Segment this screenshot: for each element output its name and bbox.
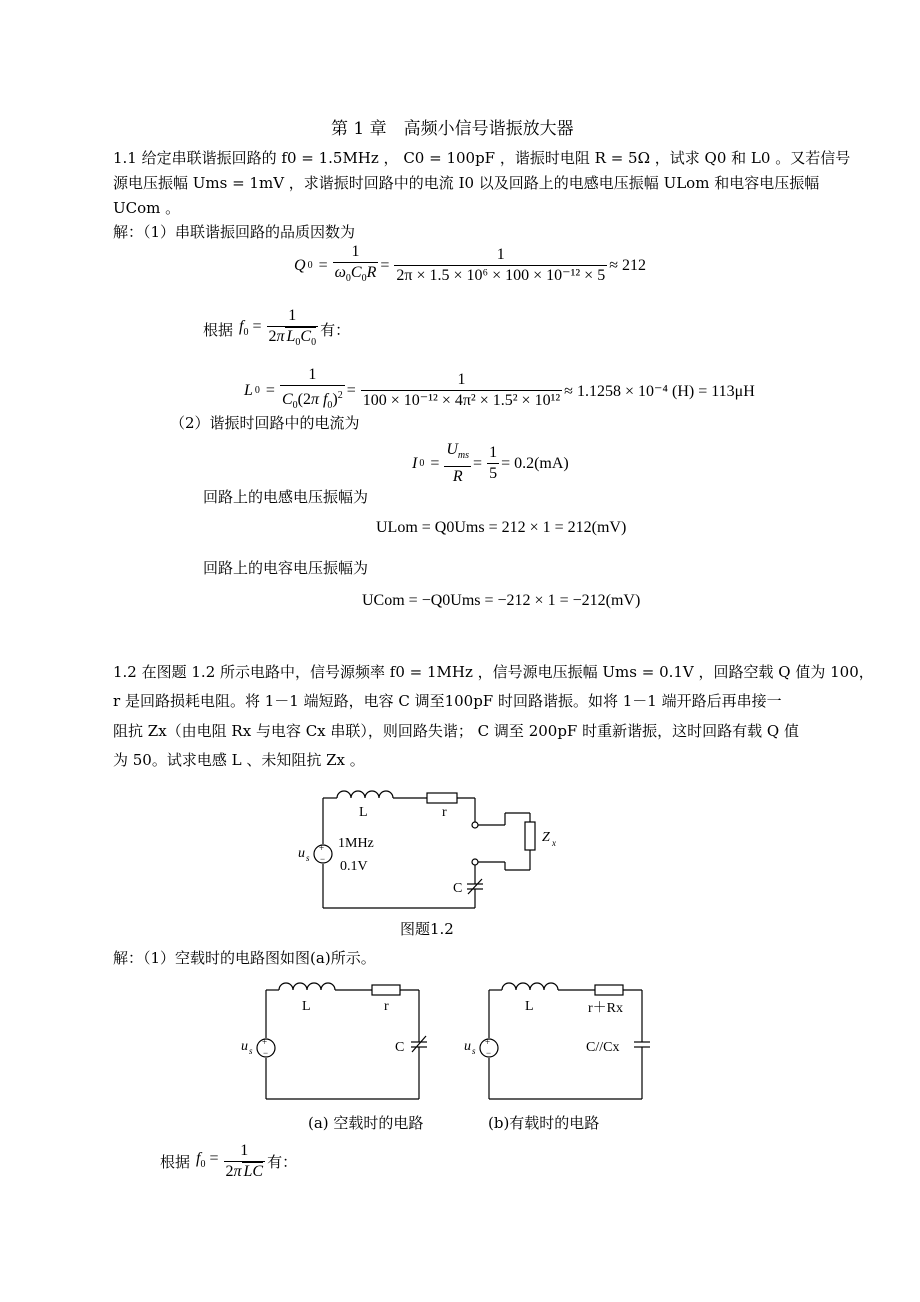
has-label-2: 有： [267, 1152, 298, 1171]
figure-1-2-circuit [290, 780, 570, 920]
chapter-title: 第 1 章 高频小信号谐振放大器 [331, 119, 574, 139]
label-r: r [442, 805, 447, 820]
inductor-voltage-label: 回路上的电感电压振幅为 [203, 488, 369, 506]
l0-formula: L 0 = $\frac{1}{C_0(2\pi f_0)^2}$ = $\frac{1}{\text{100 × 10⁻¹² × 4π² × 1.5² × 10¹²}}$ ≈ 1.1258 × 10⁻⁴ (H) = 113μH [244, 366, 755, 411]
problem-1-2-line2: r 是回路损耗电阻。将 1－1 端短路，电容 C 调至100pF 时回路谐振。如将 1－1 端开路后再串接一 [113, 692, 782, 710]
problem-1-1-line3: UCom 。 [113, 199, 181, 217]
problem-1-1-line2: 源电压振幅 Ums = 1mV ，求谐振时回路中的电流 I0 以及回路上的电感电压振幅 ULom 和电容电压振幅 [113, 174, 820, 192]
f0-lc-relation: 根据 $f_0$ = $\frac{1}{\text{2π LC}}$ 有： [160, 1142, 298, 1180]
according-label: 根据 [203, 320, 234, 339]
part2-label: （2）谐振时回路中的电流为 [170, 414, 360, 432]
svg-text:−: − [263, 1048, 269, 1058]
figure-b-circuit [460, 972, 660, 1107]
svg-text:+: + [319, 843, 325, 853]
label-L: L [359, 805, 368, 820]
label-freq: 1MHz [338, 836, 374, 851]
svg-text:u: u [464, 1039, 471, 1054]
fig-b-c-label: C//Cx [586, 1040, 620, 1055]
l0-result: ≈ 1.1258 × 10⁻⁴ (H) = 113μH [564, 382, 755, 400]
svg-text:s: s [472, 1046, 476, 1056]
svg-text:L: L [302, 999, 311, 1014]
fig-b-r-label: r＋Rx [588, 1001, 623, 1016]
figure-a-circuit [237, 972, 437, 1107]
svg-text:s: s [306, 853, 310, 863]
q0-formula: Q 0 = $\frac{1}{\omega_0C_0R}$ = $\frac{1}{\text{2π × 1.5 × 10⁶ × 100 × 10⁻¹² × 5}}$ ≈ 212 [294, 243, 646, 284]
problem-1-2-line3: 阻抗 Zx（由电阻 Rx 与电容 Cx 串联），则回路失谐； C 调至 200pF 时重新谐振，这时回路有载 Q 值 [113, 722, 799, 740]
svg-text:u: u [241, 1039, 248, 1054]
solution-1-intro: 解：（1）串联谐振回路的品质因数为 [113, 223, 356, 241]
svg-text:+: + [485, 1037, 491, 1047]
according-label-2: 根据 [160, 1152, 191, 1171]
label-us: u [298, 846, 305, 861]
svg-text:x: x [552, 838, 556, 848]
solution-2-intro: 解：（1）空载时的电路图如图(a)所示。 [113, 949, 376, 967]
figure-a-caption: (a) 空载时的电路 [308, 1114, 424, 1132]
label-Zx: Z [542, 830, 550, 845]
ucom-equation: UCom = −Q0Ums = −212 × 1 = −212(mV) [362, 592, 641, 609]
q0-denominator: 2π × 1.5 × 10⁶ × 100 × 10⁻¹² × 5 [396, 267, 606, 284]
f0-relation: 根据 $f_0$ = $\frac{1}{2\pi L_0C_0}$ 有： [203, 307, 351, 348]
i0-formula: I 0 = $\frac{U_{ms}}{R}$ = $\frac{1}{5}$ = 0.2(mA) [412, 441, 569, 485]
svg-text:+: + [262, 1037, 268, 1047]
problem-1-2-line4: 为 50。试求电感 L 、未知阻抗 Zx 。 [113, 751, 365, 769]
i0-result: = 0.2(mA) [501, 454, 569, 472]
ulom-equation: ULom = Q0Ums = 212 × 1 = 212(mV) [376, 519, 627, 536]
svg-text:−: − [486, 1048, 492, 1058]
capacitor-voltage-label: 回路上的电容电压振幅为 [203, 559, 369, 577]
l0-denominator: 100 × 10⁻¹² × 4π² × 1.5² × 10¹² [362, 392, 561, 409]
problem-1-1-line1: 1.1 给定串联谐振回路的 f0 = 1.5MHz ， C0 = 100pF ，谐振时电阻 R = 5Ω ，试求 Q0 和 L0 。又若信号 [113, 149, 851, 167]
svg-text:s: s [249, 1046, 253, 1056]
figure-1-2-caption: 图题1.2 [400, 920, 454, 938]
figure-b-caption: (b)有载时的电路 [488, 1114, 600, 1132]
q0-result: ≈ 212 [609, 256, 646, 274]
label-volt: 0.1V [340, 859, 368, 874]
svg-text:−: − [320, 854, 326, 864]
problem-1-2-line1: 1.2 在图题 1.2 所示电路中，信号源频率 f0 = 1MHz ，信号源电压振幅 Ums = 0.1V ，回路空载 Q 值为 100， [113, 663, 874, 681]
label-C: C [453, 881, 463, 896]
svg-text:L: L [525, 999, 534, 1014]
svg-text:C: C [395, 1040, 405, 1055]
has-label: 有： [320, 320, 351, 339]
svg-text:r: r [384, 999, 389, 1014]
